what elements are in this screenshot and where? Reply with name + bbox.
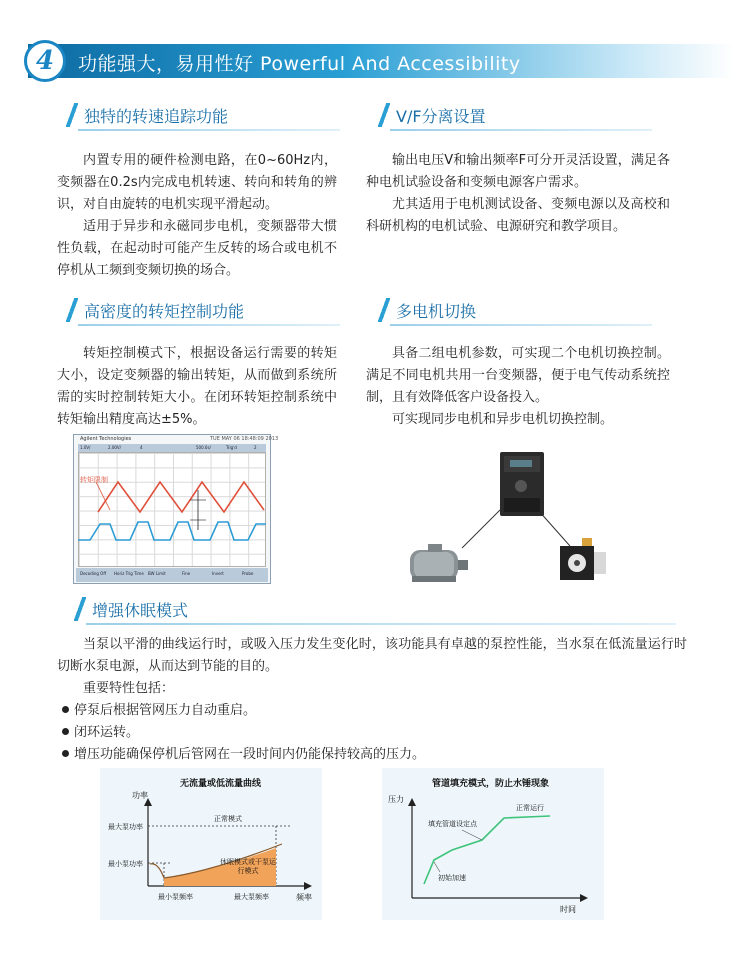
x-axis-label: 时间 [560, 905, 576, 914]
paragraph: 具备二组电机参数，可实现二个电机切换控制。满足不同电机共用一台变频器，便于电气传动系统控制，且有效降低客户设备投入。 [366, 346, 670, 405]
torque-wave-red [98, 482, 264, 512]
annotation: 正常模式 [214, 815, 242, 823]
sleep-text [57, 634, 687, 678]
pipe-fill-chart [382, 768, 604, 920]
paragraph: 可实现同步电机和异步电机切换控制。 [392, 412, 614, 427]
scope-softkeys [76, 568, 268, 582]
paragraph: 尤其适用于电机测试设备、变频电源以及高校和科研机构的电机试验、电源研究和教学项目。 [366, 197, 670, 234]
bullet-icon [62, 750, 69, 757]
servo-motor-icon [560, 538, 606, 580]
paragraph: 内置专用的硬件检测电路，在0~60Hz内，变频器在0.2s内完成电机转速、转向和转角的辨识，对自由旋转的电机实现平滑起动。 [57, 153, 337, 212]
inverter-motor-illustration [400, 440, 630, 600]
slash-icon [378, 103, 390, 127]
annotation: 休眠模式或干泵运行模式 [220, 858, 276, 875]
ac-motor-icon [410, 544, 468, 582]
vf-text [366, 150, 670, 238]
scope-softkey: Probe [242, 571, 254, 576]
bullet-icon [62, 728, 69, 735]
y-tick-label: 最小泵功率 [108, 860, 143, 868]
y-tick-label: 最大泵功率 [108, 823, 143, 831]
section-number-badge: 4 [24, 40, 66, 82]
chart-background [382, 768, 604, 920]
chart-title: 管道填充模式，防止水锤现象 [432, 779, 550, 789]
features-intro: 重要特性包括： [83, 681, 175, 696]
list-item: 停泵后根据管网压力自动重启。 [62, 700, 425, 722]
y-axis-label: 压力 [388, 795, 404, 804]
scope-timestamp: TUE MAY 06 18:48:09 2013 [210, 436, 279, 442]
scope-status-item: Trig'd [226, 445, 237, 450]
scope-status-bar [78, 444, 266, 452]
section-title: 高密度的转矩控制功能 [84, 302, 245, 321]
section-rule [86, 623, 676, 625]
scope-trace-label: 转矩限制 [80, 476, 108, 484]
slash-icon [74, 597, 86, 621]
section-rule [78, 129, 340, 131]
scope-softkey: Decoding Off [80, 571, 107, 576]
section-title: 多电机切换 [396, 302, 477, 321]
section-rule [390, 324, 652, 326]
paragraph: 输出电压V和输出频率F可分开灵活设置，满足各种电机试验设备和变频电源客户需求。 [366, 153, 670, 190]
annotation: 初始加速 [438, 874, 466, 882]
torque-text [57, 343, 337, 431]
section-rule [78, 324, 340, 326]
scope-status-item: 2 [254, 445, 257, 450]
x-tick-label: 最大泵频率 [234, 893, 269, 901]
list-item: 闭环运转。 [62, 722, 425, 744]
scope-status-item: 4 [140, 445, 143, 450]
scope-traces [78, 452, 266, 567]
banner-title: 功能强大，易用性好 Powerful And Accessibility [78, 53, 521, 75]
paragraph: 转矩控制模式下，根据设备运行需要的转矩大小，设定变频器的输出转矩，从而做到系统所需的实时控制转矩大小。在闭环转矩控制系统中转矩输出精度高达±5%。 [57, 346, 337, 427]
connection-line [462, 510, 500, 548]
x-axis-label: 频率 [296, 893, 312, 902]
paragraph: 适用于异步和永磁同步电机，变频器带大惯性负载，在起动时可能产生反转的场合或电机不停机从工频到变频切换的场合。 [57, 219, 337, 278]
annotation: 填充管道设定点 [428, 820, 477, 828]
paragraph: 当泵以平滑的曲线运行时，或吸入压力发生变化时，该功能具有卓越的泵控性能，当水泵在低流量运行时切断水泵电源，从而达到节能的目的。 [57, 637, 687, 674]
section-title: 增强休眠模式 [92, 601, 189, 620]
slash-icon [66, 103, 78, 127]
features-list [62, 700, 425, 766]
annotation-box [220, 858, 276, 884]
list-item: 增压功能确保停机后管网在一段时间内仍能保持较高的压力。 [62, 744, 425, 766]
section-rule [390, 129, 652, 131]
scope-status-item: 500.0s/ [196, 445, 211, 450]
scope-status-item: 2.00V/ [108, 445, 121, 450]
scope-softkey: BW Limit [148, 571, 166, 576]
scope-softkey: Fine [182, 571, 191, 576]
slash-icon [378, 298, 390, 322]
x-tick-label: 最小泵频率 [158, 893, 193, 901]
inverter-icon [500, 452, 544, 516]
scope-status-item: 1.0V/ [80, 445, 91, 450]
bullet-icon [62, 706, 69, 713]
low-flow-chart [100, 768, 322, 920]
scope-softkey: Horiz Trig Time [114, 571, 144, 576]
section-title: V/F分离设置 [396, 107, 486, 126]
section-title: 独特的转速追踪功能 [84, 107, 229, 126]
y-axis-label: 功率 [132, 791, 148, 800]
scope-brand: Agilent Technologies [80, 436, 132, 442]
slash-icon [66, 298, 78, 322]
tracking-text [57, 150, 337, 282]
chart-title: 无流量或低流量曲线 [180, 779, 262, 789]
multi-text [366, 343, 670, 431]
scope-softkey: Invert [212, 571, 224, 576]
annotation: 正常运行 [516, 804, 544, 812]
speed-wave-blue [78, 522, 266, 540]
